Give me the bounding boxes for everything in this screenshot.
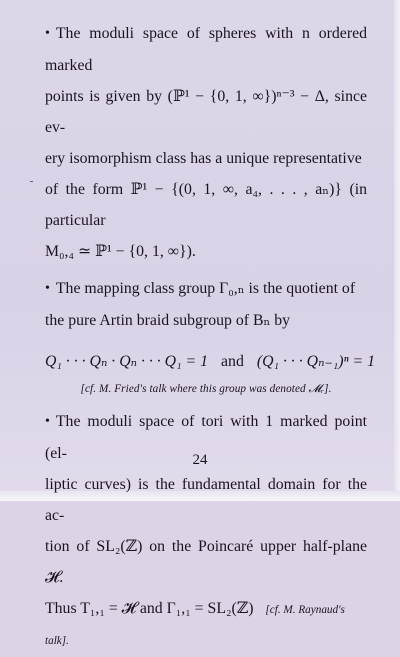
page-content [45, 18, 375, 657]
bullet: • [45, 26, 50, 41]
citation-raynaud: [cf. M. Raynaud's [265, 604, 345, 616]
paragraph-line: • The moduli space of spheres with n ordered marked [45, 25, 367, 74]
paragraph-line: of the form ℙ¹ − {(0, 1, ∞, a₄, . . . , aₙ)} (in particular [45, 181, 367, 229]
citation-fried: [cf. M. Fried's talk where this group was denoted 𝓜ᵣ]. [80, 383, 332, 395]
equation-left: Q₁ · · · Qₙ · Qₙ · · · Q₁ = 1 [45, 353, 209, 370]
margin-mark [30, 181, 33, 182]
paragraph-line: Thus T₁,₁ = 𝓗 and Γ₁,₁ = SL₂(ℤ) [cf. M. Raynaud's [45, 600, 345, 617]
bullet: • [45, 414, 50, 429]
page-edge-right [394, 0, 400, 501]
paragraph-moduli-tori [45, 406, 367, 657]
paragraph-line: • The mapping class group Γ₀,ₙ is the quotient of [45, 280, 356, 297]
page-number: 24 [192, 452, 208, 468]
equation-right: (Q₁ · · · Qₙ₋₁)ⁿ = 1 [256, 353, 375, 370]
paragraph-line: • The moduli space of tori with 1 marked point (el- [45, 413, 367, 462]
display-equation [45, 351, 375, 371]
paragraph-line: M₀,₄ ≃ ℙ¹ − {0, 1, ∞}). [45, 243, 196, 260]
paragraph-line: liptic curves) is the fundamental domain for the ac- [45, 476, 367, 524]
paragraph-line: points is given by (ℙ¹ − {0, 1, ∞})ⁿ⁻³ − Δ, since ev- [45, 88, 367, 136]
equation-conjunction: and [221, 353, 244, 370]
paragraph-line: ery isomorphism class has a unique representative [45, 150, 362, 167]
paragraph-mapping-class-group [45, 273, 367, 336]
paragraph-line: the pure Artin braid subgroup of Bₙ by [45, 312, 291, 329]
bullet: • [45, 281, 50, 296]
paragraph-moduli-spheres [45, 18, 367, 267]
paragraph-line: talk]. [45, 635, 69, 647]
paragraph-line: tion of SL₂(ℤ) on the Poincaré upper half-plane 𝓗. [45, 538, 367, 586]
